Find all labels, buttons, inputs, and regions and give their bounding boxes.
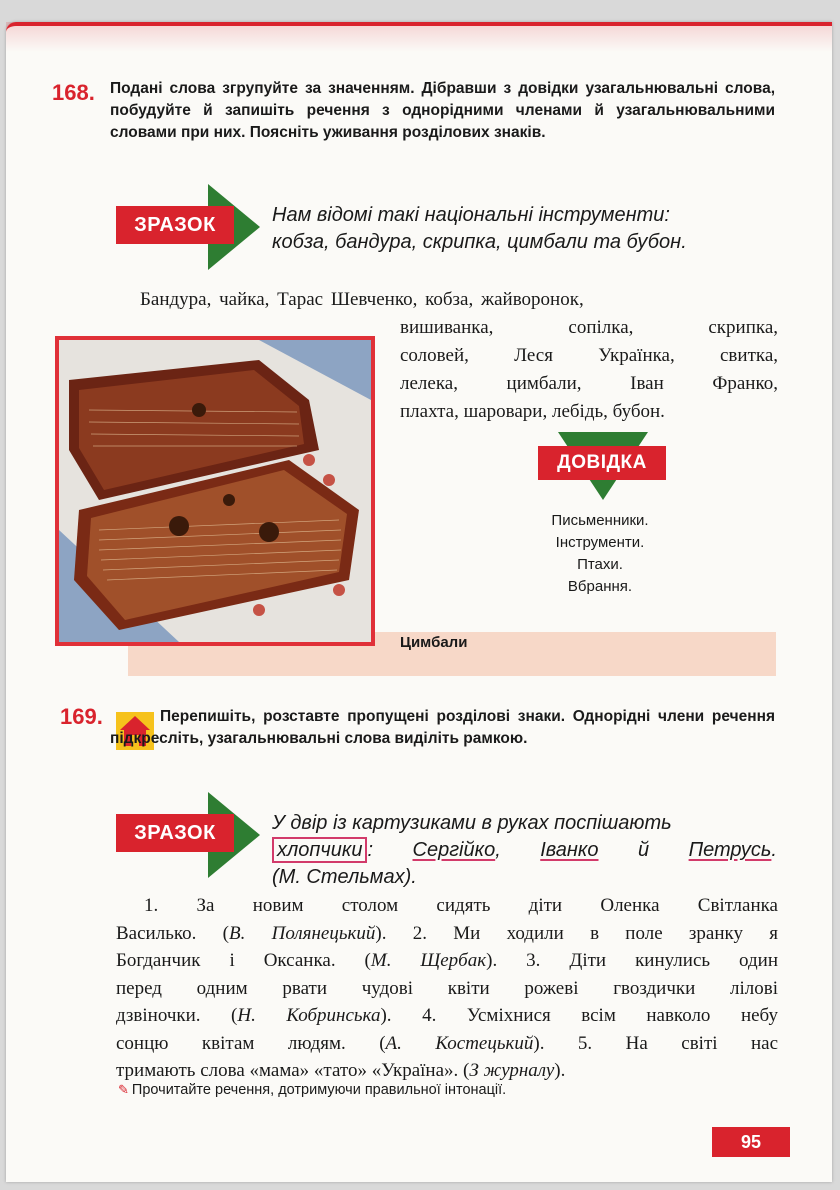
source-author: В. Полянецький — [228, 922, 376, 944]
sample-line-2 — [272, 837, 777, 864]
sample-badge-168 — [116, 184, 256, 270]
reference-item: Письменники. — [551, 512, 649, 529]
colon: : — [367, 839, 374, 861]
source-author: М. Щербак — [370, 950, 487, 971]
exercise-line-1: 1. За новим столом сидять діти Оленка Світланка — [144, 895, 778, 916]
sample-line-1: У двір із картузиками в руках поспішають — [272, 812, 672, 834]
period: . — [771, 839, 777, 861]
word-list-line-1: Бандура, чайка, Тарас Шевченко, кобза, жайворонок, — [140, 289, 584, 310]
photo-caption: Цимбали — [400, 634, 468, 651]
task-169-instruction: Перепишіть, розставте пропущені розділові знаки. Однорідні члени речення підкресліть, узагальнювальні слова виділіть рамкою. — [110, 708, 775, 747]
sample-source: (М. Стельмах). — [272, 866, 417, 888]
word-list-line-4: лелека, цимбали, Іван Франко, — [400, 373, 778, 394]
reference-item: Інструменти. — [555, 534, 645, 551]
exercise-line-5: дзвіночки. (Н. Кобринська). 4. Усміхнися всім навколо небу — [116, 1005, 778, 1026]
sample-label: ЗРАЗОК — [116, 206, 234, 244]
source-author: А. Костецький — [385, 1032, 534, 1054]
reference-item: Птахи. — [577, 556, 623, 573]
word-list-line-5: плахта, шаровари, лебідь, бубон. — [400, 401, 665, 422]
source-author: Н. Кобринська — [237, 1005, 381, 1026]
reading-note-text: Прочитайте речення, дотримуючи правильної інтонації. — [131, 1082, 507, 1098]
generalizing-word: хлопчики — [272, 837, 367, 863]
top-red-border — [6, 22, 832, 68]
page-number: 95 — [712, 1127, 790, 1157]
source-author: З журналу — [469, 1060, 555, 1081]
exercise-line-3: Богданчик і Оксанка. (М. Щербак). 3. Діти кинулись один — [116, 950, 778, 971]
tsymbaly-photo — [55, 336, 375, 646]
homogeneous-member: Сергійко — [412, 839, 496, 861]
exercise-line-2: Василько. (В. Полянецький). 2. Ми ходили в поле зранку я — [116, 922, 778, 944]
pencil-icon: ✎ — [118, 1082, 129, 1097]
exercise-line-4: перед одним рвати чудові квіти рожеві гвоздички лілові — [116, 977, 778, 999]
task-number-168: 168. — [52, 80, 95, 105]
task-168-instruction: Подані слова згрупуйте за значенням. Дібравши з довідки узагальнювальні слова, побудуйте й запишіть речення з однорідними членами й узагальнювальними словами при них. Поясніть уживання розділових знаків. — [110, 80, 775, 141]
sample-text-168 — [272, 202, 777, 256]
reference-badge — [538, 432, 668, 500]
sample-line-2: кобза, бандура, скрипка, цимбали та бубон. — [272, 231, 687, 253]
cimbalom-illustration — [59, 340, 371, 642]
reading-note — [118, 1082, 506, 1098]
task-number-169: 169. — [60, 704, 103, 729]
sample-badge-169 — [116, 792, 256, 878]
word-list-line-2: вишиванка, сопілка, скрипка, — [400, 317, 778, 338]
word-list-line-3: соловей, Леся Українка, свитка, — [400, 345, 778, 366]
reference-list — [520, 510, 680, 598]
reference-item: Вбрання. — [567, 578, 633, 595]
homogeneous-member: Іванко — [540, 839, 599, 861]
exercise-sentences — [116, 892, 778, 1085]
homogeneous-member: Петрусь — [688, 839, 772, 861]
conjunction: й — [637, 839, 650, 861]
sample-line-1: Нам відомі такі національні інструменти: — [272, 204, 670, 226]
reference-label: ДОВІДКА — [538, 446, 666, 480]
exercise-line-7: тримають слова «мама» «тато» «Україна». (З журналу). — [116, 1060, 566, 1081]
exercise-line-6: сонцю квітам людям. (А. Костецький). 5. На світі нас — [116, 1032, 779, 1054]
comma: , — [495, 839, 501, 861]
sample-label: ЗРАЗОК — [116, 814, 234, 852]
sample-text-169 — [272, 810, 777, 891]
